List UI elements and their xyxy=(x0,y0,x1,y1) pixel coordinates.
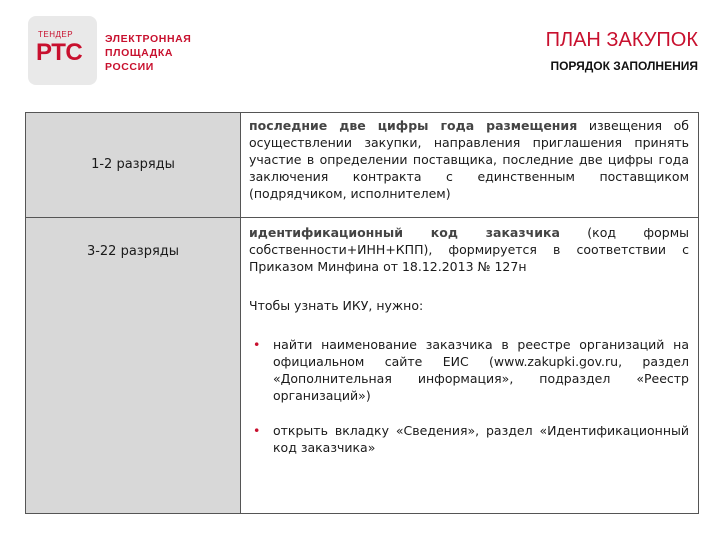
logo xyxy=(28,16,97,85)
logo-caption-line-3: РОССИИ xyxy=(105,61,154,73)
row-2-text: (код формы собственности+ИНН+КПП), формируется в соответствии с Приказом Минфина от 18.12.2013 № 127н xyxy=(249,225,689,274)
bullet-dot-icon: • xyxy=(253,423,261,438)
row-1-emphasis: последние две цифры года размещения xyxy=(249,118,578,133)
logo-caption xyxy=(105,32,191,74)
bullet-item-2 xyxy=(249,422,689,456)
bullet-text-1: найти наименование заказчика в реестре организаций на официальном сайте ЕИС (www.zakupki.gov.ru, раздел «Дополнительная информация», подраздел «Реестр организаций») xyxy=(273,337,689,403)
row-label-1: 1-2 разряды xyxy=(91,157,175,172)
bullet-item-1 xyxy=(249,336,689,404)
logo-caption-line-1: ЭЛЕКТРОННАЯ xyxy=(105,33,192,45)
row-content-1 xyxy=(249,117,689,202)
row-1-text: извещения об осуществлении закупки, направления приглашения принять участие в определении поставщика, последние две цифры года заключения контракта с единственным поставщиком (подрядчиком, исполнителем) xyxy=(249,118,689,201)
logo-small-text: ТЕНДЕР xyxy=(38,30,74,39)
bullet-dot-icon: • xyxy=(253,337,261,352)
info-table xyxy=(25,112,699,514)
logo-caption-line-2: ПЛОЩАДКА xyxy=(105,47,174,59)
row-2-emphasis: идентификационный код заказчика xyxy=(249,225,560,240)
page-title: ПЛАН ЗАКУПОК xyxy=(545,29,698,51)
bullet-text-2: открыть вкладку «Сведения», раздел «Идентификационный код заказчика» xyxy=(273,423,689,455)
row-divider xyxy=(26,217,698,218)
logo-main-text: РТС xyxy=(36,39,83,66)
row-label-2: 3-22 разряды xyxy=(86,244,180,259)
row-content-2 xyxy=(249,224,689,456)
row-2-paragraph xyxy=(249,224,689,275)
row-1-paragraph xyxy=(249,117,689,202)
row-2-intro: Чтобы узнать ИКУ, нужно: xyxy=(249,298,424,313)
label-column xyxy=(26,113,241,513)
page-subtitle: ПОРЯДОК ЗАПОЛНЕНИЯ xyxy=(550,59,698,73)
